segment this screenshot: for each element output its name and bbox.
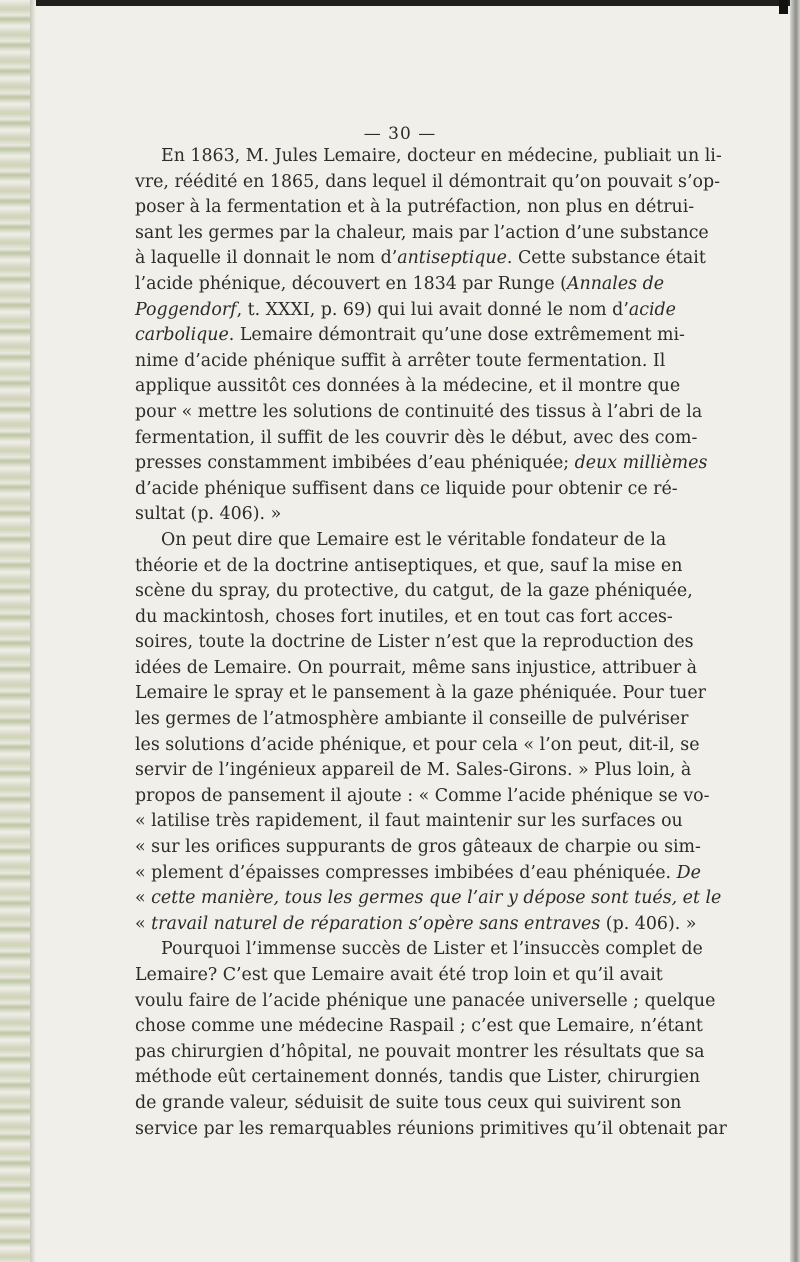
text-line: [135, 579, 693, 605]
text-line: [135, 477, 678, 503]
text-segment: soires, toute la doctrine de Lister n’est que la reproduction des: [135, 632, 694, 653]
text-segment: méthode eût certainement donnés, tandis que Lister, chirurgien: [135, 1067, 701, 1088]
text-segment: , t. XXXI, p. 69) qui lui avait donné le nom d’: [236, 299, 629, 320]
text-segment: servir de l’ingénieux appareil de M. Sales-Girons. » Plus loin, à: [135, 760, 692, 781]
text-line: [135, 681, 706, 707]
text-line: [135, 937, 703, 963]
text-line: [135, 528, 667, 554]
text-line: [135, 298, 676, 324]
text-segment: idées de Lemaire. On pourrait, même sans injustice, attribuer à: [135, 657, 698, 678]
text-segment: poser à la fermentation et à la putréfaction, non plus en détrui-: [135, 197, 695, 218]
text-line: [135, 170, 720, 196]
italic-segment: deux millièmes: [574, 453, 708, 474]
text-segment: d’acide phénique suffisent dans ce liquide pour obtenir ce ré-: [135, 478, 678, 499]
text-line: [135, 1091, 682, 1117]
text-line: [135, 605, 673, 631]
text-line: [135, 349, 666, 375]
text-segment: (p. 406). »: [600, 913, 697, 934]
text-segment: « sur les orifices suppurants de gros gâteaux de charpie ou sim-: [135, 837, 701, 858]
italic-segment: Poggendorf: [135, 299, 237, 320]
text-segment: . Cette substance était: [506, 248, 706, 269]
text-line: [135, 784, 710, 810]
text-segment: «: [135, 888, 152, 909]
text-line: [135, 246, 706, 272]
text-line: [135, 630, 694, 656]
italic-segment: acide: [628, 299, 676, 320]
text-segment: pas chirurgien d’hôpital, ne pouvait montrer les résultats que sa: [135, 1041, 705, 1062]
body-text: [135, 144, 727, 1142]
text-segment: chose comme une médecine Raspail ; c’est que Lemaire, n’étant: [135, 1016, 703, 1037]
text-segment: pour « mettre les solutions de continuité des tissus à l’abri de la: [135, 401, 703, 422]
text-line: [135, 758, 692, 784]
text-line: [135, 1065, 701, 1091]
italic-segment: Annales de: [566, 273, 665, 294]
text-segment: applique aussitôt ces données à la médecine, et il montre que: [135, 376, 681, 397]
text-line: [135, 374, 681, 400]
text-segment: propos de pansement il ajoute : « Comme l’acide phénique se vo-: [135, 785, 710, 806]
text-segment: En 1863, M. Jules Lemaire, docteur en médecine, publiait un li-: [161, 146, 722, 166]
text-line: [135, 221, 709, 247]
text-segment: « plement d’épaisses compresses imbibées d’eau phéniquée.: [135, 862, 677, 883]
text-segment: nime d’acide phénique suffit à arrêter toute fermentation. Il: [135, 350, 666, 371]
italic-segment: De: [676, 862, 701, 883]
text-segment: scène du spray, du protective, du catgut, de la gaze phéniquée,: [135, 581, 693, 602]
text-segment: Lemaire le spray et le pansement à la gaze phéniquée. Pour tuer: [135, 683, 706, 704]
text-line: [135, 963, 663, 989]
text-segment: voulu faire de l’acide phénique une panacée universelle ; quelque: [135, 990, 716, 1011]
italic-segment: antiseptique: [397, 248, 507, 269]
top-edge-rule: [0, 0, 800, 6]
text-segment: l’acide phénique, découvert en 1834 par Runge (: [135, 273, 567, 294]
text-line: [135, 912, 697, 938]
text-line: [135, 323, 685, 349]
text-segment: presses constamment imbibées d’eau phéniquée;: [135, 453, 575, 474]
text-segment: théorie et de la doctrine antiseptiques, et que, sauf la mise en: [135, 555, 683, 576]
text-segment: service par les remarquables réunions primitives qu’il obtenait par: [135, 1118, 727, 1139]
text-line: [135, 886, 722, 912]
text-segment: « latilise très rapidement, il faut maintenir sur les surfaces ou: [135, 811, 683, 832]
text-segment: vre, réédité en 1865, dans lequel il démontrait qu’on pouvait s’op-: [135, 171, 720, 192]
text-segment: «: [135, 913, 152, 934]
page-number: — 30 —: [363, 124, 437, 144]
text-line: [135, 426, 698, 452]
italic-segment: cette manière, tous les germes que l’air y dépose sont tués, et le: [151, 888, 722, 909]
text-segment: Pourquoi l’immense succès de Lister et l’insuccès complet de: [161, 939, 703, 960]
text-line: [135, 809, 683, 835]
text-segment: sultat (p. 406). »: [135, 504, 282, 525]
text-line: [135, 707, 689, 733]
text-line: [135, 554, 683, 580]
text-line: [135, 502, 647, 528]
text-line: [135, 861, 701, 887]
text-segment: du mackintosh, choses fort inutiles, et en tout cas fort acces-: [135, 606, 673, 627]
text-line: [135, 272, 665, 298]
text-line: [135, 451, 708, 477]
text-segment: fermentation, il suffit de les couvrir dès le début, avec des com-: [135, 427, 698, 448]
text-line: [135, 400, 703, 426]
text-segment: Lemaire? C’est que Lemaire avait été trop loin et qu’il avait: [135, 965, 663, 985]
text-line: [135, 1040, 705, 1066]
corner-mark: [779, 0, 788, 14]
text-line: [135, 1014, 703, 1040]
text-line: [135, 835, 701, 861]
text-line: [135, 195, 695, 221]
text-segment: à laquelle il donnait le nom d’: [135, 248, 398, 269]
italic-segment: carbolique: [135, 325, 229, 346]
text-segment: On peut dire que Lemaire est le véritable fondateur de la: [161, 529, 667, 550]
text-line: [135, 1117, 727, 1143]
text-line: [135, 733, 700, 759]
text-segment: de grande valeur, séduisit de suite tous ceux qui suivirent son: [135, 1092, 682, 1113]
text-segment: les solutions d’acide phénique, et pour cela « l’on peut, dit-il, se: [135, 734, 700, 755]
text-line: [135, 989, 716, 1015]
page-edge-shadow: [790, 0, 800, 1262]
text-line: [135, 144, 722, 170]
text-segment: les germes de l’atmosphère ambiante il conseille de pulvériser: [135, 709, 689, 730]
text-segment: . Lemaire démontrait qu’une dose extrêmement mi-: [228, 325, 685, 346]
binding-edge: [0, 0, 30, 1262]
text-line: [135, 656, 698, 682]
italic-segment: travail naturel de réparation s’opère sans entraves: [151, 913, 601, 934]
text-segment: sant les germes par la chaleur, mais par l’action d’une substance: [135, 222, 709, 243]
